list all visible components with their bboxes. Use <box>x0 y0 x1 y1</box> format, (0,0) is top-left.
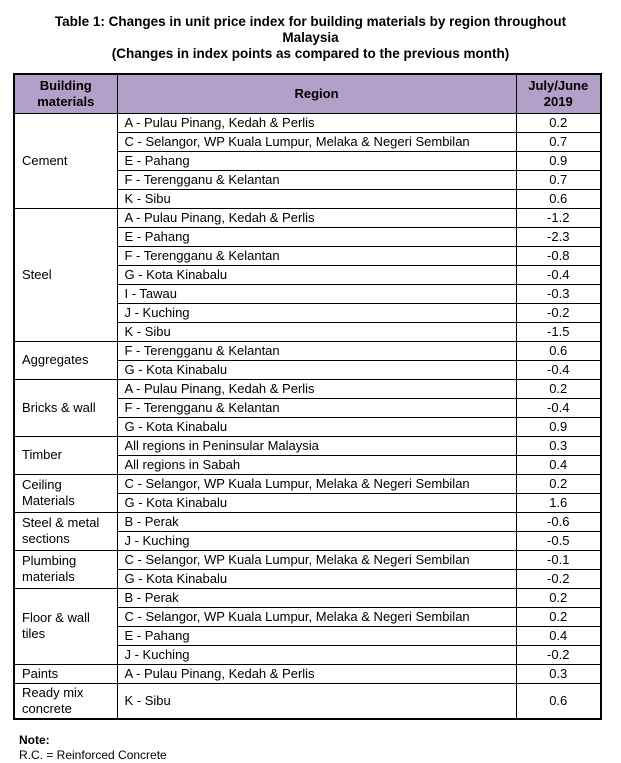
region-cell: J - Kuching <box>117 531 516 550</box>
value-cell: -1.2 <box>516 208 601 227</box>
table-row <box>14 208 601 227</box>
region-cell: E - Pahang <box>117 626 516 645</box>
table-title-line1: Table 1: Changes in unit price index for building materials by region throughout <box>54 14 567 29</box>
header-row <box>14 74 601 113</box>
value-cell: 0.9 <box>516 417 601 436</box>
material-cell: Bricks & wall <box>14 379 117 436</box>
table-row <box>14 588 601 607</box>
value-cell: -0.2 <box>516 645 601 664</box>
region-cell: K - Sibu <box>117 683 516 719</box>
table-title <box>0 0 621 62</box>
value-cell: -0.2 <box>516 303 601 322</box>
region-cell: E - Pahang <box>117 151 516 170</box>
region-cell: A - Pulau Pinang, Kedah & Perlis <box>117 113 516 132</box>
value-cell: 0.4 <box>516 455 601 474</box>
value-cell: -0.6 <box>516 512 601 531</box>
table-row <box>14 341 601 360</box>
note <box>19 733 621 763</box>
value-cell: -0.1 <box>516 550 601 569</box>
material-cell: Paints <box>14 664 117 683</box>
value-cell: 0.9 <box>516 151 601 170</box>
value-cell: -0.4 <box>516 398 601 417</box>
material-cell: Ready mix concrete <box>14 683 117 719</box>
material-cell: Cement <box>14 113 117 208</box>
region-cell: G - Kota Kinabalu <box>117 265 516 284</box>
material-cell: Plumbing materials <box>14 550 117 588</box>
value-cell: -0.4 <box>516 265 601 284</box>
value-cell: -0.3 <box>516 284 601 303</box>
col-header-region: Region <box>117 74 516 113</box>
material-cell: Floor & wall tiles <box>14 588 117 664</box>
region-cell: B - Perak <box>117 588 516 607</box>
value-cell: -1.5 <box>516 322 601 341</box>
region-cell: C - Selangor, WP Kuala Lumpur, Melaka & Negeri Sembilan <box>117 607 516 626</box>
value-cell: 0.2 <box>516 474 601 493</box>
note-text: R.C. = Reinforced Concrete <box>19 747 167 762</box>
region-cell: F - Terengganu & Kelantan <box>117 246 516 265</box>
material-cell: Steel <box>14 208 117 341</box>
value-cell: 0.2 <box>516 588 601 607</box>
value-cell: -0.2 <box>516 569 601 588</box>
materials-table-body <box>14 113 601 719</box>
value-cell: -2.3 <box>516 227 601 246</box>
table-row <box>14 113 601 132</box>
value-cell: 0.2 <box>516 607 601 626</box>
value-cell: -0.8 <box>516 246 601 265</box>
value-cell: 0.3 <box>516 436 601 455</box>
note-label: Note: <box>19 732 50 747</box>
material-cell: Timber <box>14 436 117 474</box>
region-cell: F - Terengganu & Kelantan <box>117 170 516 189</box>
value-cell: -0.4 <box>516 360 601 379</box>
col-header-building-materials: Building materials <box>14 74 117 113</box>
region-cell: All regions in Sabah <box>117 455 516 474</box>
region-cell: G - Kota Kinabalu <box>117 569 516 588</box>
region-cell: All regions in Peninsular Malaysia <box>117 436 516 455</box>
region-cell: K - Sibu <box>117 322 516 341</box>
table-title-line2: Malaysia <box>282 30 339 45</box>
material-cell: Ceiling Materials <box>14 474 117 512</box>
material-cell: Aggregates <box>14 341 117 379</box>
table-row <box>14 436 601 455</box>
value-cell: 0.2 <box>516 379 601 398</box>
region-cell: E - Pahang <box>117 227 516 246</box>
value-cell: 0.3 <box>516 664 601 683</box>
table-row <box>14 664 601 683</box>
region-cell: C - Selangor, WP Kuala Lumpur, Melaka & Negeri Sembilan <box>117 474 516 493</box>
table-title-subtitle: (Changes in index points as compared to the previous month) <box>111 46 510 61</box>
table-row <box>14 379 601 398</box>
region-cell: J - Kuching <box>117 303 516 322</box>
table-row <box>14 550 601 569</box>
value-cell: 1.6 <box>516 493 601 512</box>
value-cell: 0.6 <box>516 189 601 208</box>
region-cell: G - Kota Kinabalu <box>117 493 516 512</box>
region-cell: C - Selangor, WP Kuala Lumpur, Melaka & Negeri Sembilan <box>117 550 516 569</box>
region-cell: G - Kota Kinabalu <box>117 417 516 436</box>
value-cell: 0.2 <box>516 113 601 132</box>
col-header-period: July/June 2019 <box>516 74 601 113</box>
table-row <box>14 474 601 493</box>
region-cell: A - Pulau Pinang, Kedah & Perlis <box>117 379 516 398</box>
materials-table <box>13 73 602 720</box>
material-cell: Steel & metal sections <box>14 512 117 550</box>
region-cell: F - Terengganu & Kelantan <box>117 398 516 417</box>
value-cell: 0.7 <box>516 170 601 189</box>
value-cell: 0.4 <box>516 626 601 645</box>
table-row <box>14 683 601 719</box>
materials-table-header <box>14 74 601 113</box>
value-cell: 0.7 <box>516 132 601 151</box>
value-cell: 0.6 <box>516 341 601 360</box>
value-cell: -0.5 <box>516 531 601 550</box>
region-cell: J - Kuching <box>117 645 516 664</box>
region-cell: B - Perak <box>117 512 516 531</box>
region-cell: A - Pulau Pinang, Kedah & Perlis <box>117 664 516 683</box>
region-cell: F - Terengganu & Kelantan <box>117 341 516 360</box>
region-cell: K - Sibu <box>117 189 516 208</box>
region-cell: I - Tawau <box>117 284 516 303</box>
region-cell: C - Selangor, WP Kuala Lumpur, Melaka & Negeri Sembilan <box>117 132 516 151</box>
table-row <box>14 512 601 531</box>
region-cell: G - Kota Kinabalu <box>117 360 516 379</box>
region-cell: A - Pulau Pinang, Kedah & Perlis <box>117 208 516 227</box>
value-cell: 0.6 <box>516 683 601 719</box>
